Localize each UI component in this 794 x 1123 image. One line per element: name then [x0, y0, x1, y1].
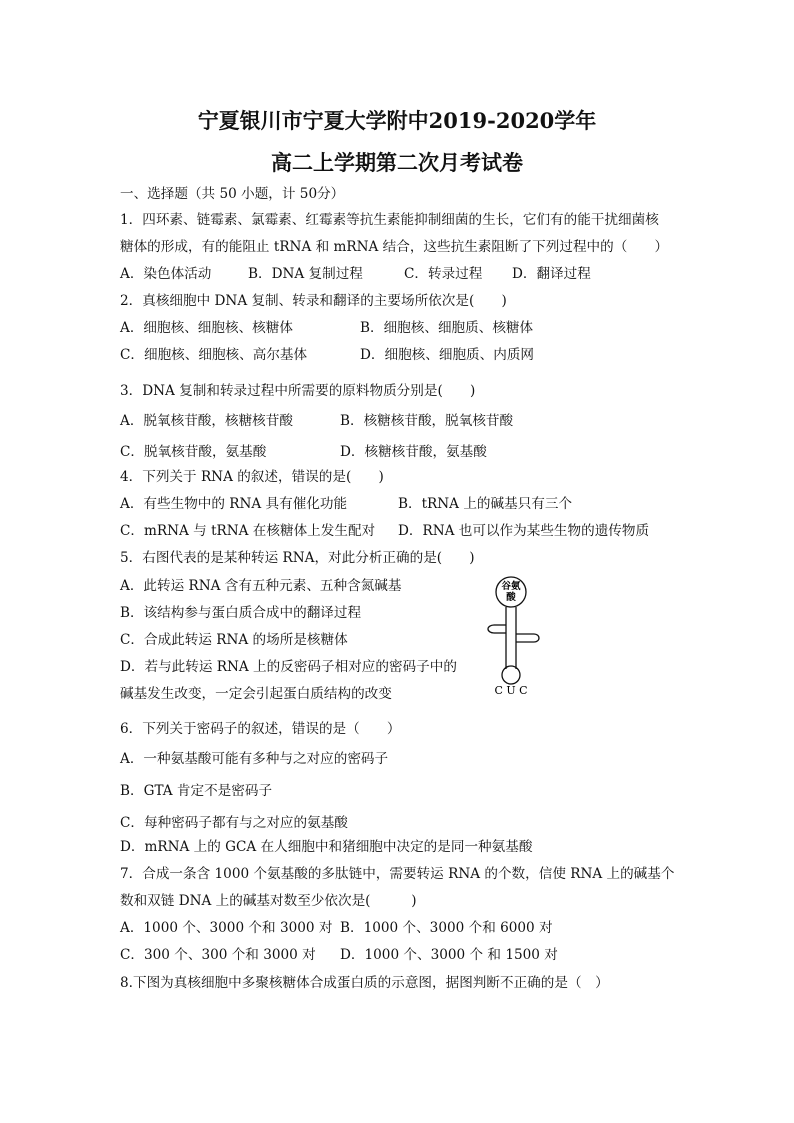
question-4-option-b: B．tRNA 上的碱基只有三个 [398, 496, 573, 512]
question-1-stem-line2: 糖体的形成，有的能阻止 tRNA 和 mRNA 结合，这些抗生素阻断了下列过程中的（ ） [120, 239, 669, 255]
question-7-stem-line1: 7．合成一条含 1000 个氨基酸的多肽链中，需要转运 RNA 的个数，信使 RNA 上的碱基个 [120, 866, 675, 882]
question-7-stem-line2: 数和双链 DNA 上的碱基对数至少依次是( ) [120, 893, 417, 909]
trna-amino-acid-label-1: 谷氨 [501, 581, 521, 592]
question-5-option-c: C．合成此转运 RNA 的场所是核糖体 [120, 632, 348, 648]
question-7-option-d: D．1000 个、3000 个 和 1500 对 [340, 947, 558, 963]
question-3-option-b: B．核糖核苷酸，脱氧核苷酸 [340, 413, 514, 429]
question-6-stem: 6．下列关于密码子的叙述，错误的是（ ） [120, 721, 401, 737]
question-6-option-d: D．mRNA 上的 GCA 在人细胞中和猪细胞中决定的是同一种氨基酸 [120, 839, 533, 855]
question-3-stem: 3．DNA 复制和转录过程中所需要的原料物质分别是( ) [120, 383, 476, 399]
question-3-option-a: A．脱氧核苷酸，核糖核苷酸 [120, 413, 293, 429]
question-7-option-c: C．300 个、300 个和 3000 对 [120, 947, 316, 963]
question-3-option-d: D．核糖核苷酸，氨基酸 [340, 444, 487, 460]
question-6-option-a: A．一种氨基酸可能有多种与之对应的密码子 [120, 751, 389, 767]
question-7-option-b: B．1000 个、3000 个和 6000 对 [340, 920, 553, 936]
question-5-option-d-line1: D．若与此转运 RNA 上的反密码子相对应的密码子中的 [120, 659, 457, 675]
question-1-option-b: B．DNA 复制过程 [248, 266, 363, 282]
question-5-option-d-line2: 碱基发生改变，一定会引起蛋白质结构的改变 [120, 686, 392, 702]
question-1-stem-line1: 1．四环素、链霉素、氯霉素、红霉素等抗生素能抑制细菌的生长，它们有的能干扰细菌核 [120, 212, 659, 228]
question-2-stem: 2．真核细胞中 DNA 复制、转录和翻译的主要场所依次是( ) [120, 293, 507, 309]
question-5-option-b: B．该结构参与蛋白质合成中的翻译过程 [120, 605, 362, 621]
question-4-option-d: D．RNA 也可以作为某些生物的遗传物质 [398, 523, 650, 539]
question-4-option-c: C．mRNA 与 tRNA 在核糖体上发生配对 [120, 523, 376, 539]
question-2-option-a: A．细胞核、细胞核、核糖体 [120, 320, 293, 336]
question-2-option-b: B．细胞核、细胞质、核糖体 [360, 320, 534, 336]
question-2-option-d: D．细胞核、细胞质、内质网 [360, 347, 535, 363]
question-1-option-c: C．转录过程 [404, 266, 483, 282]
question-1-option-d: D．翻译过程 [512, 266, 591, 282]
question-4-stem: 4．下列关于 RNA 的叙述，错误的是( ) [120, 469, 384, 485]
question-6-option-b: B．GTA 肯定不是密码子 [120, 783, 273, 799]
section-heading: 一、选择题（共 50 小题，计 50分） [120, 186, 345, 202]
question-4-option-a: A．有些生物中的 RNA 具有催化功能 [120, 496, 348, 512]
trna-diagram [478, 576, 568, 698]
question-2-option-c: C．细胞核、细胞核、高尔基体 [120, 347, 308, 363]
trna-amino-acid-label-2: 酸 [506, 592, 516, 603]
exam-title-line2: 高二上学期第二次月考试卷 [271, 150, 523, 175]
question-3-option-c: C．脱氧核苷酸，氨基酸 [120, 444, 267, 460]
question-5-stem: 5．右图代表的是某种转运 RNA，对此分析正确的是( ) [120, 550, 475, 566]
question-6-option-c: C．每种密码子都有与之对应的氨基酸 [120, 815, 348, 831]
exam-title-line1: 宁夏银川市宁夏大学附中2019-2020学年 [197, 108, 597, 133]
question-5-option-a: A．此转运 RNA 含有五种元素、五种含氮碱基 [120, 578, 402, 594]
trna-anticodon-label: C U C [494, 684, 528, 697]
question-8-stem: 8.下图为真核细胞中多聚核糖体合成蛋白质的示意图，据图判断不正确的是（ ） [120, 975, 609, 991]
question-1-option-a: A．染色体活动 [120, 266, 212, 282]
question-7-option-a: A．1000 个、3000 个和 3000 对 [120, 920, 333, 936]
